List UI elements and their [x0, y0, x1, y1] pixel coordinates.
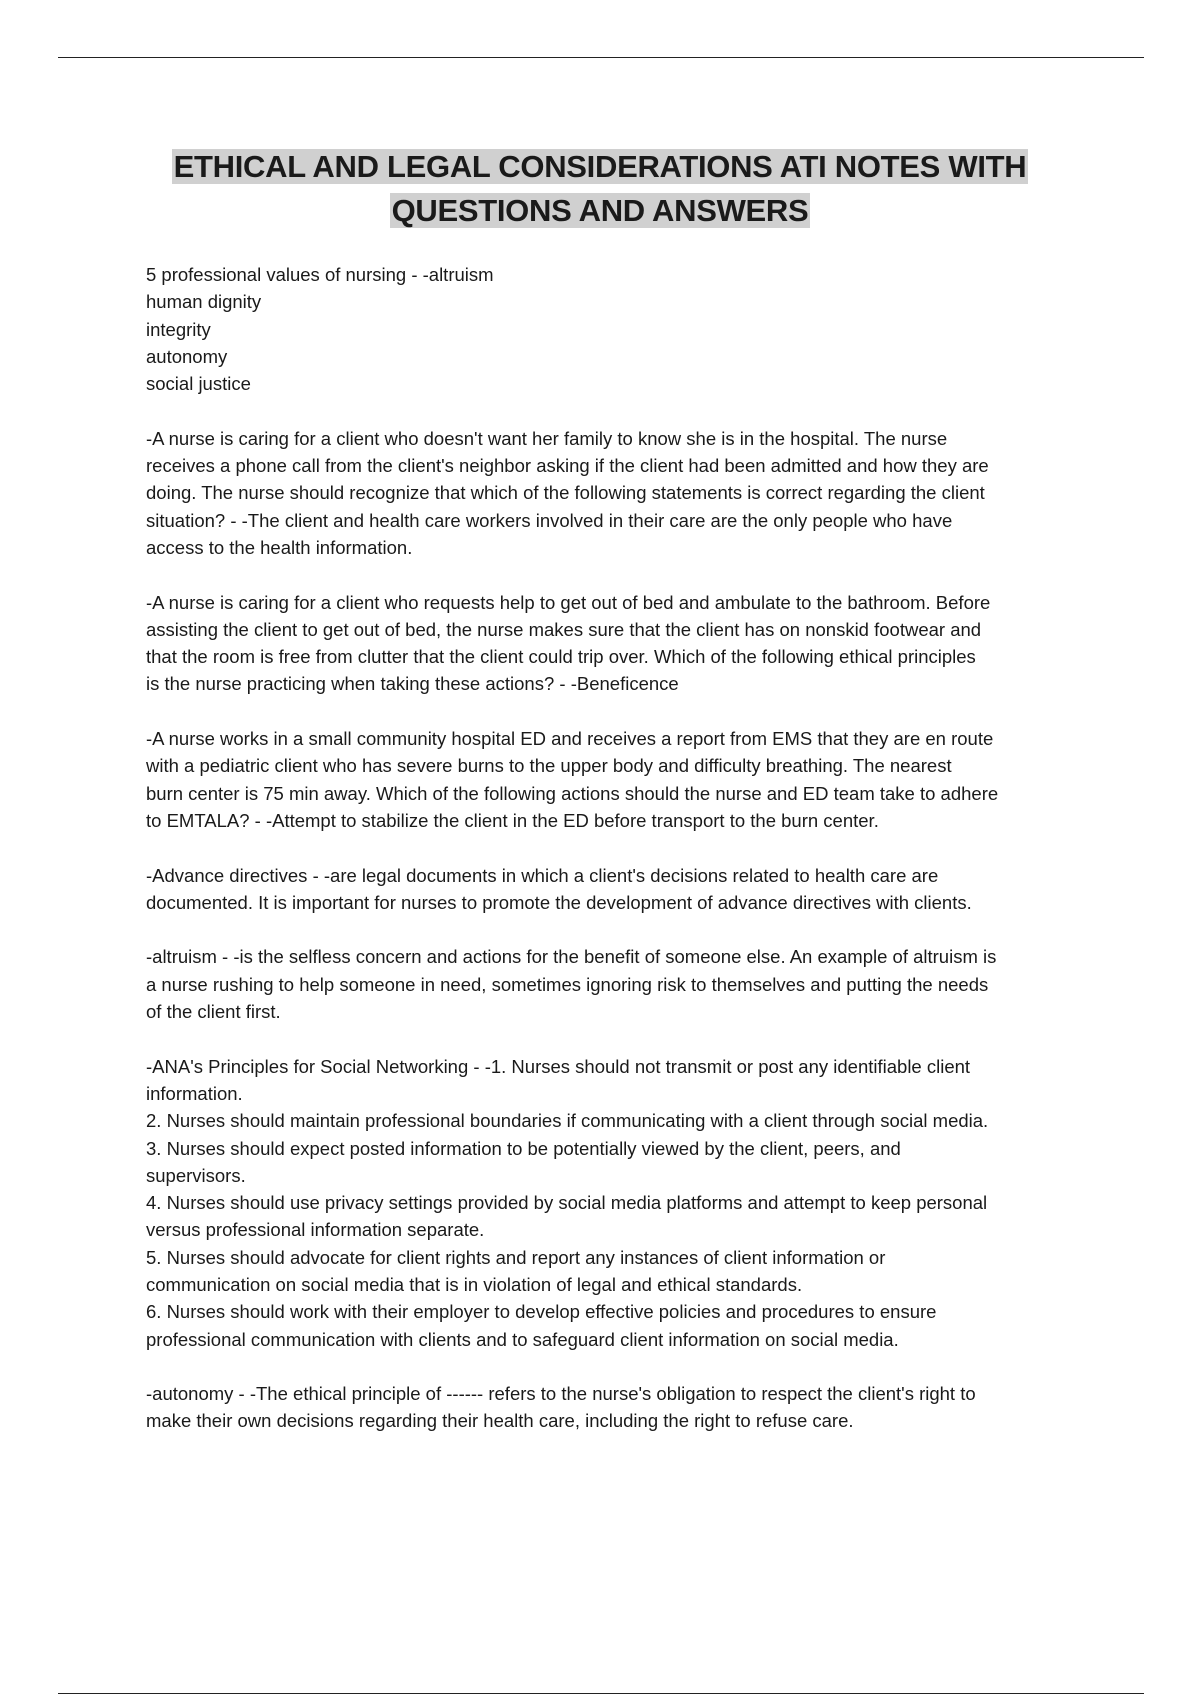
- entry-text-line: 3. Nurses should expect posted information to be potentially viewed by the client, peers, and: [146, 1137, 901, 1159]
- header-rule: [58, 57, 1144, 58]
- entry-text-line: situation? - -The client and health care workers involved in their care are the only people who have: [146, 509, 953, 531]
- entry-text-line: -A nurse is caring for a client who requests help to get out of bed and ambulate to the bathroom. Before: [146, 591, 991, 613]
- entry-text-line: 4. Nurses should use privacy settings provided by social media platforms and attempt to keep personal: [146, 1192, 988, 1214]
- qa-entry: [146, 862, 1091, 917]
- entry-text-line: information.: [146, 1082, 243, 1104]
- title-line-1: ETHICAL AND LEGAL CONSIDERATIONS ATI NOTES WITH: [173, 149, 1027, 184]
- entry-text-line: 6. Nurses should work with their employer to develop effective policies and procedures to ensure: [146, 1301, 937, 1323]
- entry-text-line: 2. Nurses should maintain professional boundaries if communicating with a client through social media.: [146, 1110, 989, 1132]
- entry-text-line: -Advance directives - -are legal documents in which a client's decisions related to health care are: [146, 864, 939, 886]
- title-line-2: QUESTIONS AND ANSWERS: [391, 193, 809, 228]
- qa-entry: [146, 1053, 1091, 1353]
- qa-entry: [146, 589, 1091, 698]
- entry-text-line: doing. The nurse should recognize that which of the following statements is correct regarding the client: [146, 482, 985, 504]
- footer-rule: [58, 1693, 1144, 1694]
- entry-text-line: that the room is free from clutter that the client could trip over. Which of the following ethical principles: [146, 646, 976, 668]
- entry-text-line: versus professional information separate.: [146, 1219, 485, 1241]
- entry-text-line: 5. Nurses should advocate for client rights and report any instances of client information or: [146, 1246, 886, 1268]
- entry-text-line: autonomy: [146, 345, 228, 367]
- entry-text-line: supervisors.: [146, 1164, 246, 1186]
- entry-text-line: 5 professional values of nursing - -altruism: [146, 264, 494, 285]
- qa-entry: [146, 261, 1091, 397]
- entry-text-line: professional communication with clients and to safeguard client information on social media.: [146, 1328, 899, 1350]
- entry-text-line: assisting the client to get out of bed, the nurse makes sure that the client has on nonskid footwear and: [146, 618, 982, 640]
- entry-text-line: make their own decisions regarding their health care, including the right to refuse care.: [146, 1410, 854, 1432]
- entry-text-line: -A nurse works in a small community hospital ED and receives a report from EMS that they are en route: [146, 728, 994, 750]
- entry-text-line: communication on social media that is in violation of legal and ethical standards.: [146, 1273, 803, 1295]
- entry-text-line: burn center is 75 min away. Which of the following actions should the nurse and ED team take to adhere: [146, 782, 999, 804]
- entry-text-line: is the nurse practicing when taking these actions? - -Beneficence: [146, 673, 679, 695]
- document-title: [100, 145, 1100, 233]
- entry-text-line: -A nurse is caring for a client who doesn't want her family to know she is in the hospital. The nurse: [146, 427, 948, 449]
- entry-text-line: of the client first.: [146, 1001, 281, 1023]
- entry-text-line: social justice: [146, 373, 251, 395]
- entry-text-line: integrity: [146, 318, 211, 340]
- entry-text-line: -ANA's Principles for Social Networking - -1. Nurses should not transmit or post any identifiable client: [146, 1055, 971, 1077]
- entry-text-line: -autonomy - -The ethical principle of ------ refers to the nurse's obligation to respect the client's right to: [146, 1383, 976, 1405]
- qa-entry: [146, 1380, 1091, 1435]
- entry-text-line: -altruism - -is the selfless concern and actions for the benefit of someone else. An example of altruism is: [146, 946, 997, 968]
- qa-entry: [146, 425, 1091, 561]
- document-body: [146, 261, 1091, 1462]
- qa-entry: [146, 943, 1091, 1025]
- entry-text-line: access to the health information.: [146, 536, 413, 558]
- entry-text-line: with a pediatric client who has severe burns to the upper body and difficulty breathing. The nearest: [146, 755, 952, 777]
- entry-text-line: to EMTALA? - -Attempt to stabilize the client in the ED before transport to the burn center.: [146, 809, 879, 831]
- entry-text-line: receives a phone call from the client's neighbor asking if the client had been admitted and how they are: [146, 455, 989, 477]
- entry-text-line: documented. It is important for nurses to promote the development of advance directives with clients.: [146, 891, 972, 913]
- qa-entry: [146, 725, 1091, 834]
- entry-text-line: human dignity: [146, 291, 262, 313]
- entry-text-line: a nurse rushing to help someone in need, sometimes ignoring risk to themselves and putting the needs: [146, 973, 989, 995]
